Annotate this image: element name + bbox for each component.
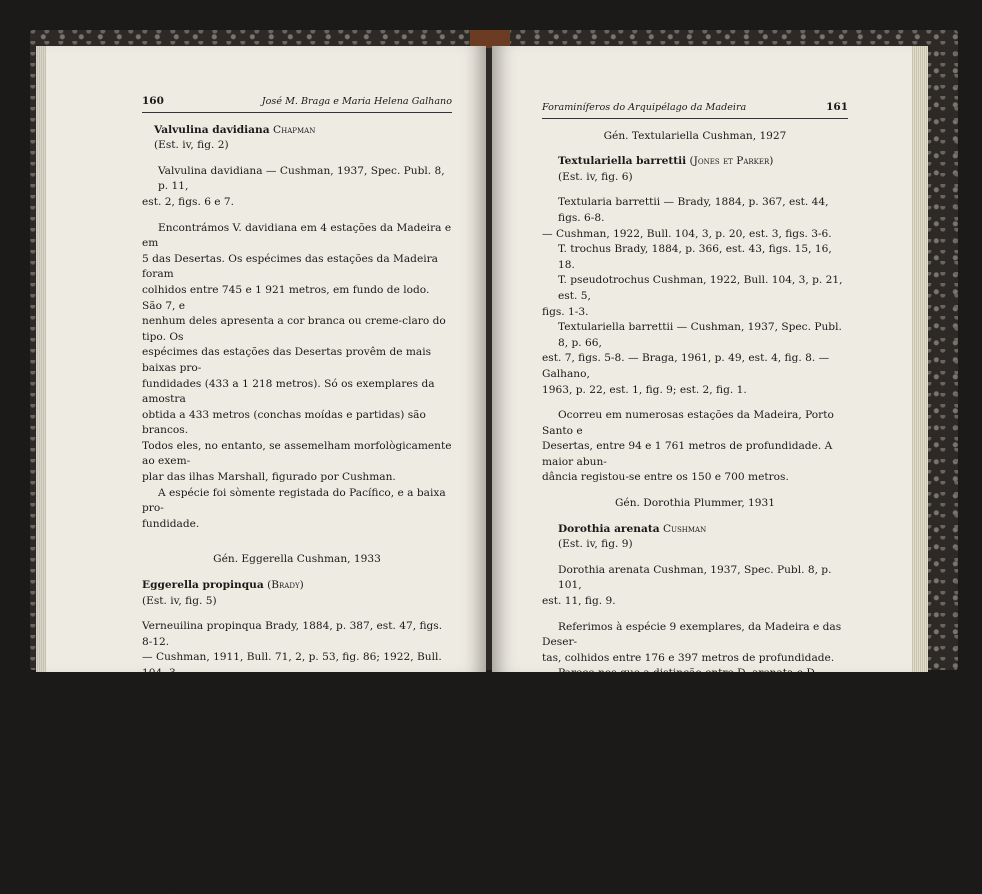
species-name: Dorothia arenata [558,522,660,535]
synonymy-line: 1963, p. 22, est. 1, fig. 9; est. 2, fig. 1. [542,383,747,396]
body-line: espécime foi encontrado no lodo fino a 2 660 metros de profun- [142,786,441,814]
synonymy-line: — Cushman, 1922, Bull. 104, 3, p. 20, est. 3, figs. 3-6. [542,227,832,240]
body-line: plar das ilhas Marshall, figurado por Cushman. [142,471,396,484]
synonymy-line: est. 2, figs. 6 e 7. [142,195,235,208]
body-line: colhidos entre 745 e 1 921 metros, em fundo de lodo. São 7, e [142,283,430,312]
right-running-header [542,100,848,119]
genus-heading: Gén. Dorothia Plummer, 1931 [614,497,776,510]
species-author: Chapman [273,123,316,136]
synonymy-line: Verneuilina propinqua Brady, 1884, p. 387, est. 47, figs. 8-12. [142,620,443,648]
right-page-edges [910,46,928,672]
body-line: Ocorreu em numerosas estações da Madeira, Porto Santo e [542,409,834,437]
right-page-content [542,100,848,869]
synonymy-line: est. 11, fig. 9. [542,595,616,608]
synonymy-line: — Cushman, 1911, Bull. 71, 2, p. 53, fig. 86; 1922, Bull. 104, 3, [142,651,442,679]
synonymy-line: Valvulina davidiana — Cushman, 1937, Spec. Publ. 8, p. 11, [158,164,445,193]
body-line: bisseriada, no adulto, em D. arenata, permitem separar as duas [542,760,841,789]
species-figure: (Est. iv, fig. 9) [558,538,633,551]
body-line: A espécie é muito rara no material examinado; um único [142,754,430,783]
species-heading [142,578,452,594]
species-figure: (Est. iv, fig. 5) [142,594,217,607]
species-heading [142,123,452,139]
body-line: 5 das Desertas. Os espécimes das estações da Madeira foram [142,252,438,281]
body-line: na espécie. [142,879,203,892]
synonymy-line: figs. 1-3. [542,305,589,318]
body-line: Parece-nos que a distinção entre D. arenata e D. scabra é, [542,667,818,695]
body-line: Desertas, entre 94 e 1 761 metros de profundidade. A maior abun- [542,440,833,468]
species-figure: (Est. iv, fig. 2) [154,139,229,152]
body-line: espécies. Nos nossos exemplares, estas características verificam-se. [542,792,838,820]
synonymy-line: Textularia barrettii — Brady, 1884, p. 367, est. 44, figs. 6-8. [558,196,829,224]
body-line: Referimos à espécie 9 exemplares, da Madeira e das Deser- [542,620,842,649]
species-figure: (Est. iv, fig. 6) [558,170,633,183]
body-line: nenhum deles apresenta a cor branca ou creme-claro do tipo. Os [142,315,446,343]
body-line: didade. É um espécime de pequenas dimensões, que pela sua mor- [142,817,451,845]
synonymy-line: p. 56, est. 9, figs. 10 e 11. [142,682,282,695]
synonymy-line: est. 5, figs. 21 e 22. [142,729,248,742]
body-line: espécimes das estações das Desertas provêm de mais baixas pro- [142,346,432,374]
body-line: fundidade. [142,517,200,530]
body-line: por vezes, embaraçosa. Só a obliquidade das suturas, a forma da [542,698,840,727]
body-line: O tipo da espécie é do norte do Pacífico. Cremos não estar [542,823,842,851]
species-heading [542,522,848,538]
body-line: tas, colhidos entre 176 e 397 metros de profundidade. [542,651,835,664]
right-page [492,46,912,867]
synonymy-line: Eggerella propinqua — Cushman, 1937, Spec. Publ. 8, p. 53, [158,698,451,726]
body-line: fundidades (433 a 1 218 metros). Só os exemplares da amostra [142,377,435,406]
left-page-number: 160 [142,95,164,107]
left-running-header [142,94,452,113]
body-line: A espécie foi sòmente registada do Pacífico, e a baixa pro- [142,486,446,515]
body-line: dância registou-se entre os 150 e 700 metros. [542,471,789,484]
synonymy-line: T. trochus Brady, 1884, p. 366, est. 43, figs. 15, 16, 18. [558,243,832,271]
right-page-number: 161 [826,101,848,113]
body-line: ainda registada no Atlântico. [542,854,697,867]
genus-heading: Gén. Eggerella Cushman, 1933 [213,553,381,566]
synonymy-line: Textulariella barrettii — Cushman, 1937, Spec. Publ. 8, p. 66, [558,321,842,349]
body-line: abertura, alta e estreita, e o reduzido número de câmaras da parte [542,729,805,758]
synonymy-line: T. pseudotrochus Cushman, 1922, Bull. 104, 3, p. 21, est. 5, [558,274,843,302]
species-author: (Jones et Parker) [689,155,774,168]
body-line: Encontrámos V. davidiana em 4 estações da Madeira e em [142,221,452,250]
species-name: Textulariella barrettii [558,155,687,168]
species-heading [542,154,848,170]
synonymy-line: Dorothia arenata Cushman, 1937, Spec. Publ. 8, p. 101, [558,563,832,592]
species-author: Cushman [662,522,707,535]
left-page-content [142,94,452,894]
body-line: Todos eles, no entanto, se assemelham morfològicamente ao exem- [142,439,452,468]
synonymy-line: est. 7, figs. 5-8. — Braga, 1961, p. 49, est. 4, fig. 8. — Galhano, [542,352,830,380]
body-line: fologia, coloração e aspecto da superfície, nos parece bem colocado [142,848,431,877]
right-running-head: Foraminíferos do Arquipélago da Madeira [542,102,747,113]
species-author: (Brady) [267,579,304,592]
genus-heading: Gén. Textulariella Cushman, 1927 [603,129,787,142]
left-running-head: José M. Braga e Maria Helena Galhano [261,96,452,107]
species-name: Valvulina davidiana [154,123,270,136]
body-line: obtida a 433 metros (conchas moídas e partidas) são brancos. [142,408,426,437]
species-name: Eggerella propinqua [142,579,264,592]
left-page [46,46,486,892]
